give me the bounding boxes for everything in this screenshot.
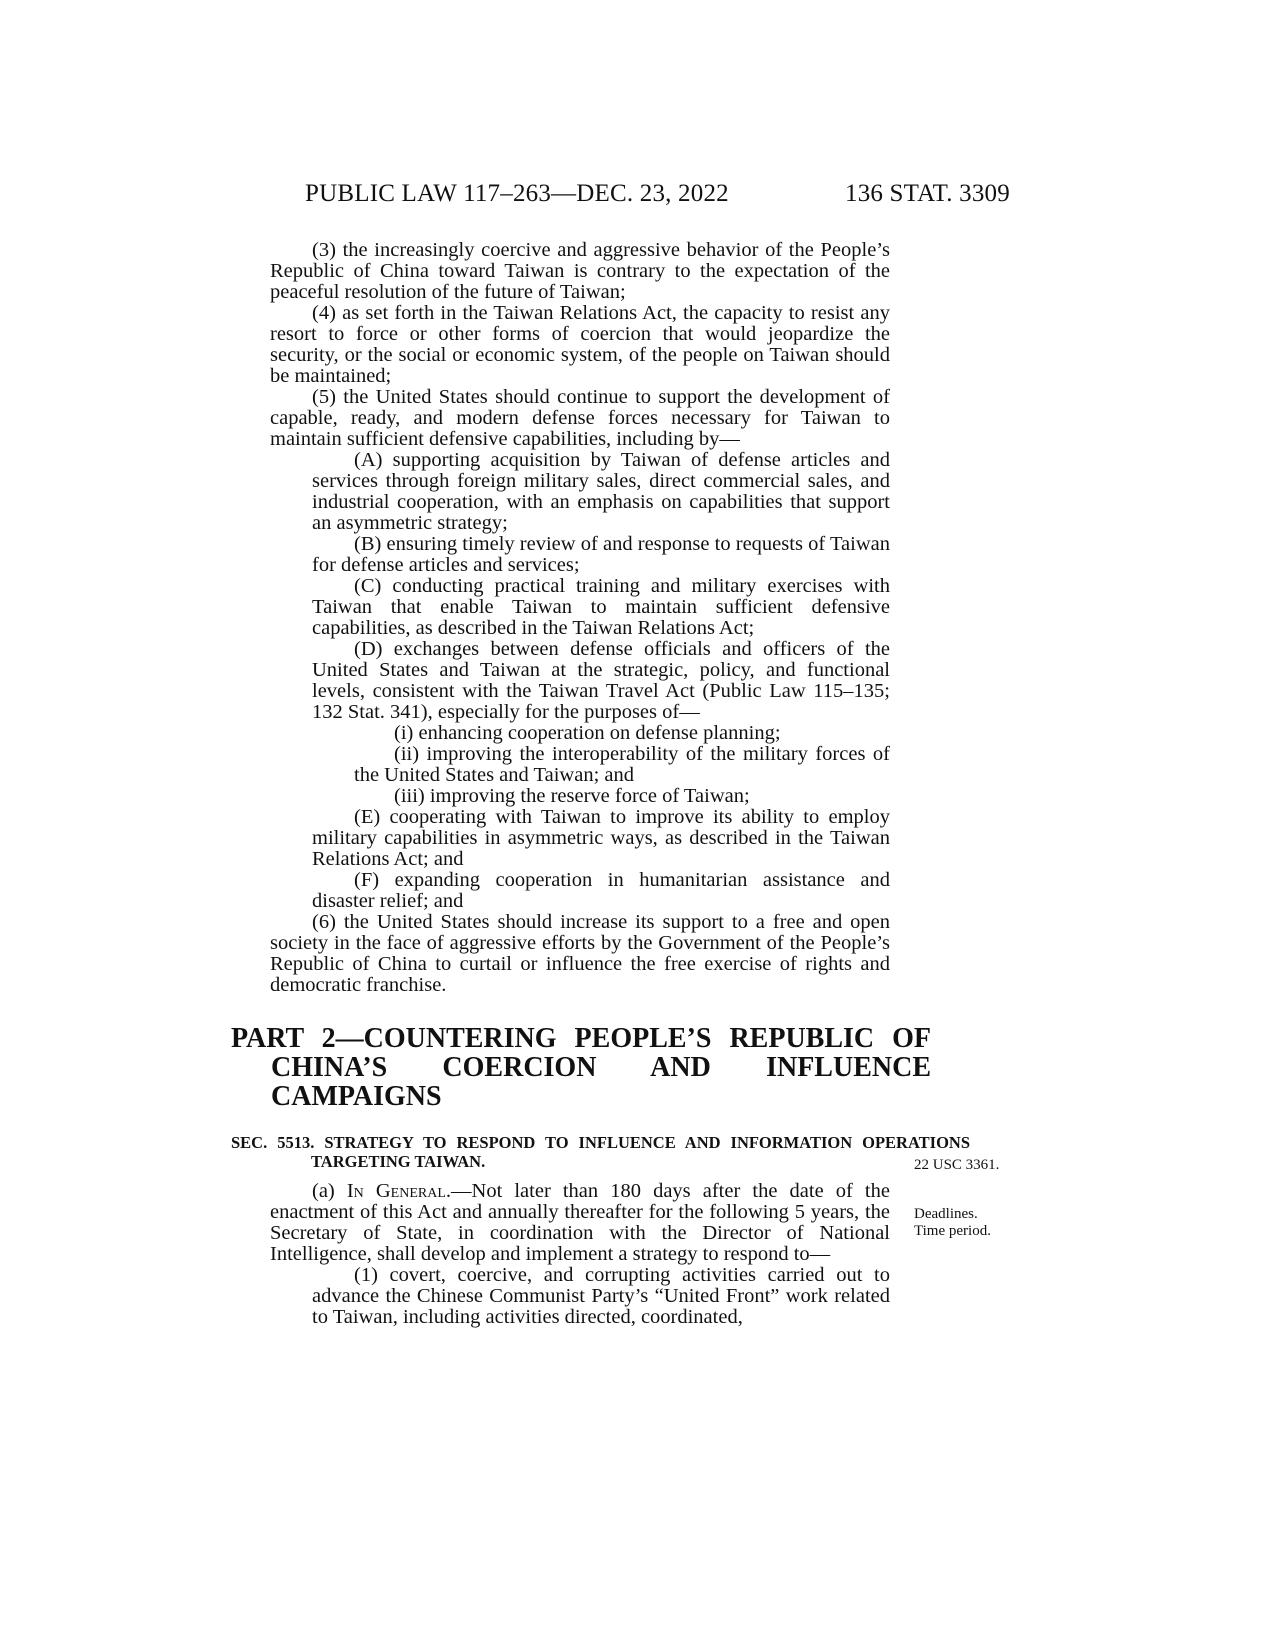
subsection-a-heading: n General: [353, 1180, 446, 1202]
paragraph-5: (5) the United States should continue to support the development of capable, ready, and modern defense forces necessary for Taiwan to maintain sufficient defensive capabilities, including by—: [270, 386, 890, 450]
clause-ii: (ii) improving the interoperability of the military forces of the United States and Taiwan; and: [354, 743, 890, 786]
subsection-a: [270, 1181, 890, 1265]
time-period-note-line: Time period.: [914, 1223, 991, 1239]
subparagraph-d: (D) exchanges between defense officials and officers of the United States and Taiwan at the strategic, policy, and functional levels, consistent with the Taiwan Travel Act (Public Law 115–135; 132 Stat. 341), especially for the purposes of—: [312, 638, 890, 723]
paragraph-4: (4) as set forth in the Taiwan Relations Act, the capacity to resist any resort to force or other forms of coercion that would jeopardize the security, or the social or economic system, of the people on Taiwan should be maintained;: [270, 302, 890, 387]
subparagraph-e: (E) cooperating with Taiwan to improve its ability to employ military capabilities in asymmetric ways, as described in the Taiwan Relations Act; and: [312, 806, 890, 870]
subparagraph-b: (B) ensuring timely review of and response to requests of Taiwan for defense articles and services;: [312, 533, 890, 576]
subparagraph-c: (C) conducting practical training and military exercises with Taiwan that enable Taiwan to maintain sufficient defensive capabilities, as described in the Taiwan Relations Act;: [312, 575, 890, 639]
running-header-law: PUBLIC LAW 117–263—DEC. 23, 2022: [305, 180, 729, 207]
paragraph-6: (6) the United States should increase its support to a free and open society in the face of aggressive efforts by the Government of the People’s Republic of China to curtail or influence the free exercise of rights and democratic franchise.: [270, 911, 890, 996]
part-heading: PART 2—COUNTERING PEOPLE’S REPUBLIC OF CHINA’S COERCION AND INFLUENCE CAMPAIGNS: [231, 1023, 931, 1112]
subsection-a-label: (a) I: [312, 1180, 354, 1202]
deadlines-note-line: Deadlines.: [914, 1206, 978, 1222]
subparagraph-f: (F) expanding cooperation in humanitarian assistance and disaster relief; and: [312, 869, 890, 912]
section-heading: SEC. 5513. STRATEGY TO RESPOND TO INFLUENCE AND INFORMATION OPERATIONS TARGETING TAIWAN.: [231, 1133, 970, 1171]
clause-iii: (iii) improving the reserve force of Taiwan;: [394, 785, 750, 807]
usc-margin-note: 22 USC 3361.: [914, 1157, 1000, 1173]
deadlines-margin-note: [914, 1206, 991, 1240]
item-1: (1) covert, coercive, and corrupting activities carried out to advance the Chinese Communist Party’s “United Front” work related to Taiwan, including activities directed, coordinated,: [312, 1264, 890, 1328]
paragraph-3: (3) the increasingly coercive and aggressive behavior of the People’s Republic of China toward Taiwan is contrary to the expectation of the peaceful resolution of the future of Taiwan;: [270, 239, 890, 303]
clause-i: (i) enhancing cooperation on defense planning;: [394, 722, 781, 744]
running-header-page: 136 STAT. 3309: [845, 180, 1010, 207]
subsection-a-text: .—Not later than 180 days after the date of the enactment of this Act and annually thereafter for the following 5 years, the Secretary of State, in coordination with the Director of National Intelligence, shall develop and implement a strategy to respond to—: [270, 1180, 890, 1265]
subparagraph-a: (A) supporting acquisition by Taiwan of defense articles and services through foreign military sales, direct commercial sales, and industrial cooperation, with an emphasis on capabilities that support an asymmetric strategy;: [312, 449, 890, 534]
